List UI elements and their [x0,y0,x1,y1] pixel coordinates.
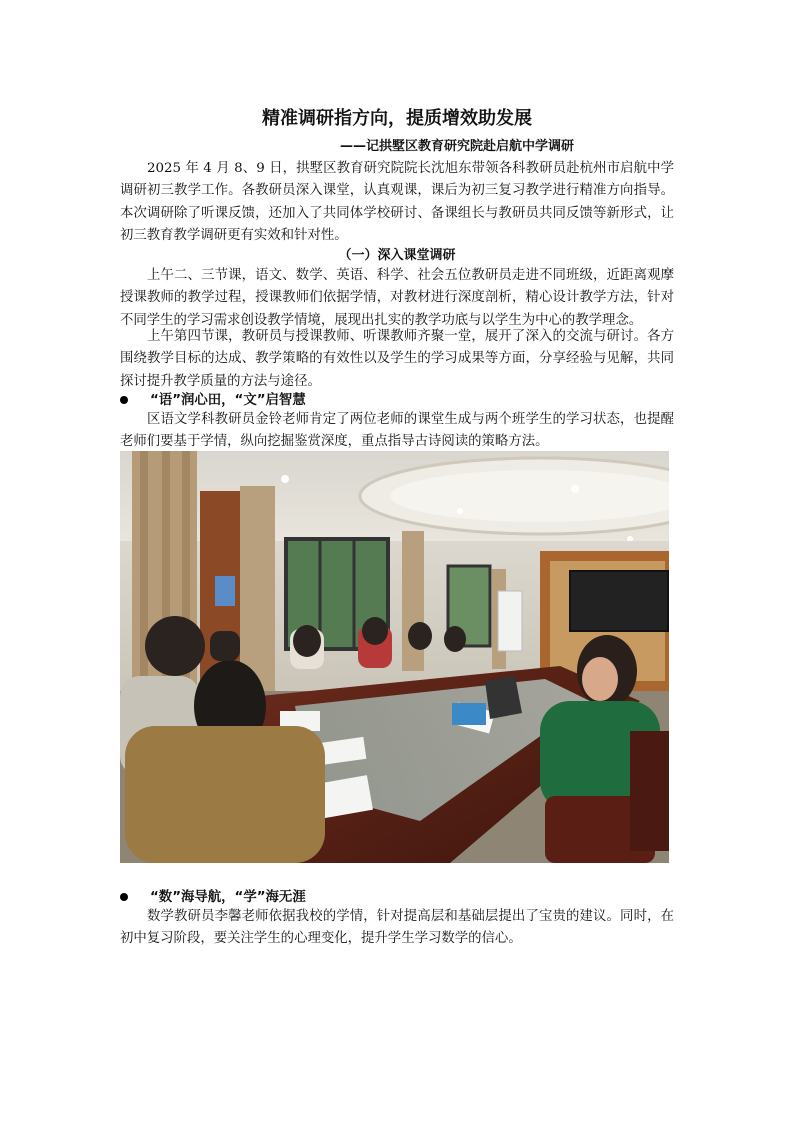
bullet-heading-text: “数”海导航，“学”海无涯 [150,890,306,905]
bullet-heading-math [120,886,306,905]
bullet-heading-chinese [120,389,306,408]
intro-paragraph: 2025 年 4 月 8、9 日，拱墅区教育研究院院长沈旭东带领各科教研员赴杭州市启航中学调研初三教学工作。各教研员深入课堂，认真观课，课后为初三复习教学进行精准方向指导。本次调研除了听课反馈，还加入了共同体学校研讨、备课组长与教研员共同反馈等新形式，让初三教育教学调研更有实效和针对性。 [120,161,674,243]
bullet-dot-icon [120,893,128,901]
section-paragraph-1: 上午二、三节课，语文、数学、英语、科学、社会五位教研员走进不同班级，近距离观摩授课教师的教学过程，授课教师们依据学情，对教材进行深度剖析，精心设计教学方法，针对不同学生的学习需求创设教学情境，展现出扎实的教学功底与以学生为中心的教学理念。 [120,268,674,328]
bullet-dot-icon [120,396,128,404]
bullet-paragraph-math: 数学教研员李馨老师依据我校的学情，针对提高层和基础层提出了宝贵的建议。同时，在初中复习阶段，要关注学生的心理变化，提升学生学习数学的信心。 [120,909,674,947]
section-paragraph-2: 上午第四节课，教研员与授课教师、听课教师齐聚一堂，展开了深入的交流与研讨。各方围绕教学目标的达成、教学策略的有效性以及学生的学习成果等方面，分享经验与见解，共同探讨提升教学质量的方法与途径。 [120,329,674,389]
section-heading: （一）深入课堂调研 [338,248,456,263]
bullet-heading-text: “语”润心田，“文”启智慧 [150,393,306,408]
article-title: 精准调研指方向，提质增效助发展 [262,108,532,129]
bullet-paragraph-chinese: 区语文学科教研员金铃老师肯定了两位老师的课堂生成与两个班学生的学习状态，也提醒老师们要基于学情，纵向挖掘鉴赏深度，重点指导古诗阅读的策略方法。 [120,412,674,450]
article-subtitle: ——记拱墅区教育研究院赴启航中学调研 [339,139,574,154]
meeting-photo [120,451,669,863]
